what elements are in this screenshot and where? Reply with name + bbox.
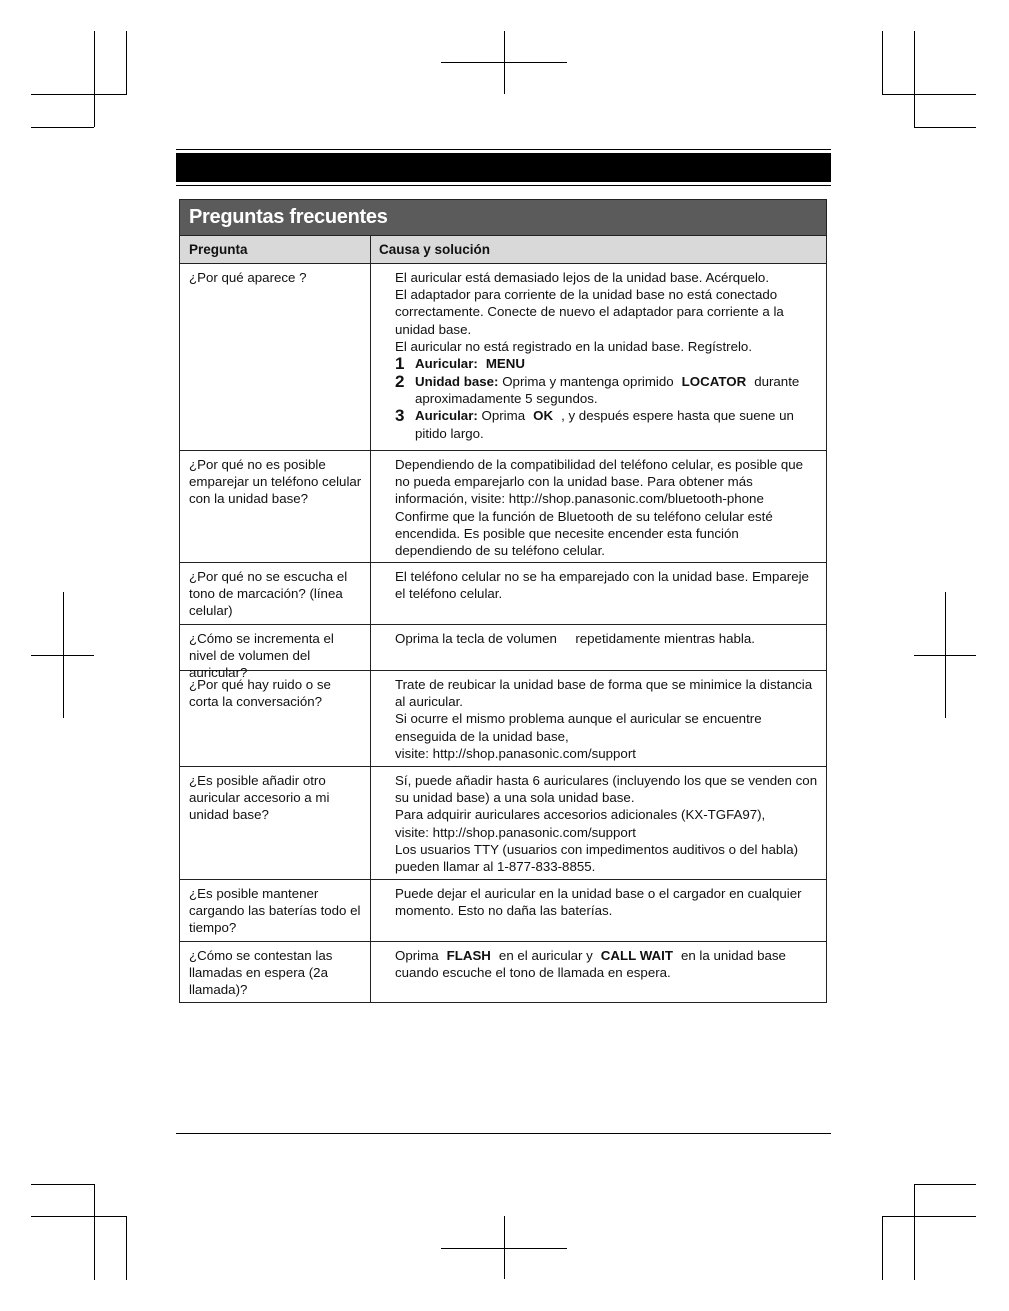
key-name: FLASH xyxy=(446,948,491,963)
crop-mark xyxy=(31,1184,94,1185)
key-name: LOCATOR xyxy=(681,374,747,390)
answer-line: visite: http://shop.panasonic.com/support xyxy=(395,745,636,761)
crop-mark xyxy=(126,31,127,94)
answer-line: Para adquirir auriculares accesorios adicionales (KX-TGFA97), xyxy=(395,807,766,823)
crop-mark xyxy=(31,94,127,95)
registration-mark xyxy=(441,62,567,63)
crop-mark xyxy=(882,31,883,94)
crop-mark xyxy=(914,1184,976,1185)
header-bar xyxy=(176,153,831,182)
crop-mark xyxy=(31,1216,127,1217)
table-row xyxy=(180,562,826,624)
question-cell: ¿Cómo se contestan las llamadas en espera (2a llamada)? xyxy=(180,942,371,1002)
answer-cell xyxy=(371,880,826,941)
answer-cell xyxy=(371,625,826,670)
table-header-row xyxy=(180,235,826,263)
step-number: 2 xyxy=(395,372,405,392)
table-row xyxy=(180,263,826,450)
crop-mark xyxy=(914,1184,915,1280)
crop-mark xyxy=(126,1216,127,1280)
key-name: CALL WAIT xyxy=(600,948,673,963)
crop-mark xyxy=(94,31,95,127)
step-text: , y después espere hasta que suene un pitido largo. xyxy=(415,408,794,441)
crop-mark xyxy=(914,31,915,127)
question-cell: ¿Es posible añadir otro auricular accesorio a mi unidad base? xyxy=(180,767,371,879)
answer-cell xyxy=(371,563,826,624)
answer-line: Trate de reubicar la unidad base de forma que se minimice la distancia al auricular. xyxy=(395,677,813,710)
answer-cell xyxy=(371,942,826,1002)
registration-mark xyxy=(914,655,976,656)
step-item xyxy=(395,355,818,373)
answer-line: Si ocurre el mismo problema aunque el auricular se encuentre enseguida de la unidad base, xyxy=(395,711,762,744)
table-row xyxy=(180,670,826,766)
header-bottom-rule xyxy=(176,185,831,186)
answer-line: Los usuarios TTY (usuarios con impedimentos auditivos o del habla) pueden llamar al 1-877-833-8855. xyxy=(395,841,799,875)
answer-line: El teléfono celular no se ha emparejado con la unidad base. Empareje el teléfono celular. xyxy=(395,569,809,602)
table-title: Preguntas frecuentes xyxy=(180,200,826,235)
table-row xyxy=(180,941,826,1002)
question-cell: ¿Por qué hay ruido o se corta la conversación? xyxy=(180,671,371,766)
step-label: Unidad base: xyxy=(415,374,499,390)
answer-line: visite: http://shop.panasonic.com/support xyxy=(395,824,636,840)
key-name: MENU xyxy=(485,356,525,372)
question-cell: ¿Por qué no es posible emparejar un teléfono celular con la unidad base? xyxy=(180,451,371,562)
answer-cell xyxy=(371,767,826,879)
crop-mark xyxy=(882,1216,883,1280)
step-text: Oprima xyxy=(481,408,526,424)
table-row xyxy=(180,450,826,562)
step-number: 1 xyxy=(395,354,405,374)
step-label: Auricular: xyxy=(415,356,478,372)
answer-cell xyxy=(371,451,826,562)
faq-table xyxy=(179,199,827,1003)
step-label: Auricular: xyxy=(415,408,478,424)
crop-mark xyxy=(882,94,976,95)
answer-line: Dependiendo de la compatibilidad del teléfono celular, es posible que no pueda emparejarlo con la unidad base. Para obtener más información, visite: http://shop.panasonic.com/bluetooth-phone xyxy=(395,457,804,507)
step-item xyxy=(395,373,818,407)
answer-line: Sí, puede añadir hasta 6 auriculares (incluyendo los que se venden con su unidad base) a una sola unidad base. xyxy=(395,773,818,806)
column-header-answer: Causa y solución xyxy=(379,242,491,257)
header-top-rule xyxy=(176,149,831,150)
answer-cell xyxy=(371,264,826,450)
table-row xyxy=(180,624,826,681)
answer-line: Oprima FLASH en el auricular y CALL WAIT en la unidad base cuando escuche el tono de llamada en espera. xyxy=(395,948,786,981)
question-cell: ¿Cómo se incrementa el nivel de volumen del auricular? xyxy=(180,625,371,670)
answer-line: Oprima la tecla de volumen repetidamente mientras habla. xyxy=(395,631,755,646)
answer-line: Confirme que la función de Bluetooth de su teléfono celular esté encendida. Es posible que necesite encender esta función dependiendo de su teléfono celular. xyxy=(395,508,773,559)
answer-line: El auricular no está registrado en la unidad base. Regístrelo. xyxy=(395,338,753,354)
table-row xyxy=(180,879,826,941)
footer-rule xyxy=(176,1133,831,1134)
crop-mark xyxy=(94,1184,95,1280)
question-cell: ¿Es posible mantener cargando las baterías todo el tiempo? xyxy=(180,880,371,941)
answer-cell xyxy=(371,671,826,766)
registration-mark xyxy=(31,655,94,656)
answer-line: El auricular está demasiado lejos de la unidad base. Acérquelo. xyxy=(395,270,770,285)
crop-mark xyxy=(31,127,94,128)
question-cell: ¿Por qué aparece ? xyxy=(180,264,371,450)
step-number: 3 xyxy=(395,406,405,426)
crop-mark xyxy=(882,1216,976,1217)
registration-mark xyxy=(441,1248,567,1249)
answer-line: El adaptador para corriente de la unidad base no está conectado correctamente. Conecte de nuevo el adaptador para corriente a la unidad base. xyxy=(395,287,784,337)
table-row xyxy=(180,766,826,879)
step-item xyxy=(395,407,818,441)
answer-line: Puede dejar el auricular en la unidad base o el cargador en cualquier momento. Esto no daña las baterías. xyxy=(395,886,802,919)
question-cell: ¿Por qué no se escucha el tono de marcación? (línea celular) xyxy=(180,563,371,624)
key-name: OK xyxy=(533,408,554,424)
step-text: durante aproximadamente 5 segundos. xyxy=(415,374,800,407)
step-text: Oprima y mantenga oprimido xyxy=(502,374,674,390)
column-header-question: Pregunta xyxy=(180,236,371,263)
crop-mark xyxy=(914,127,976,128)
